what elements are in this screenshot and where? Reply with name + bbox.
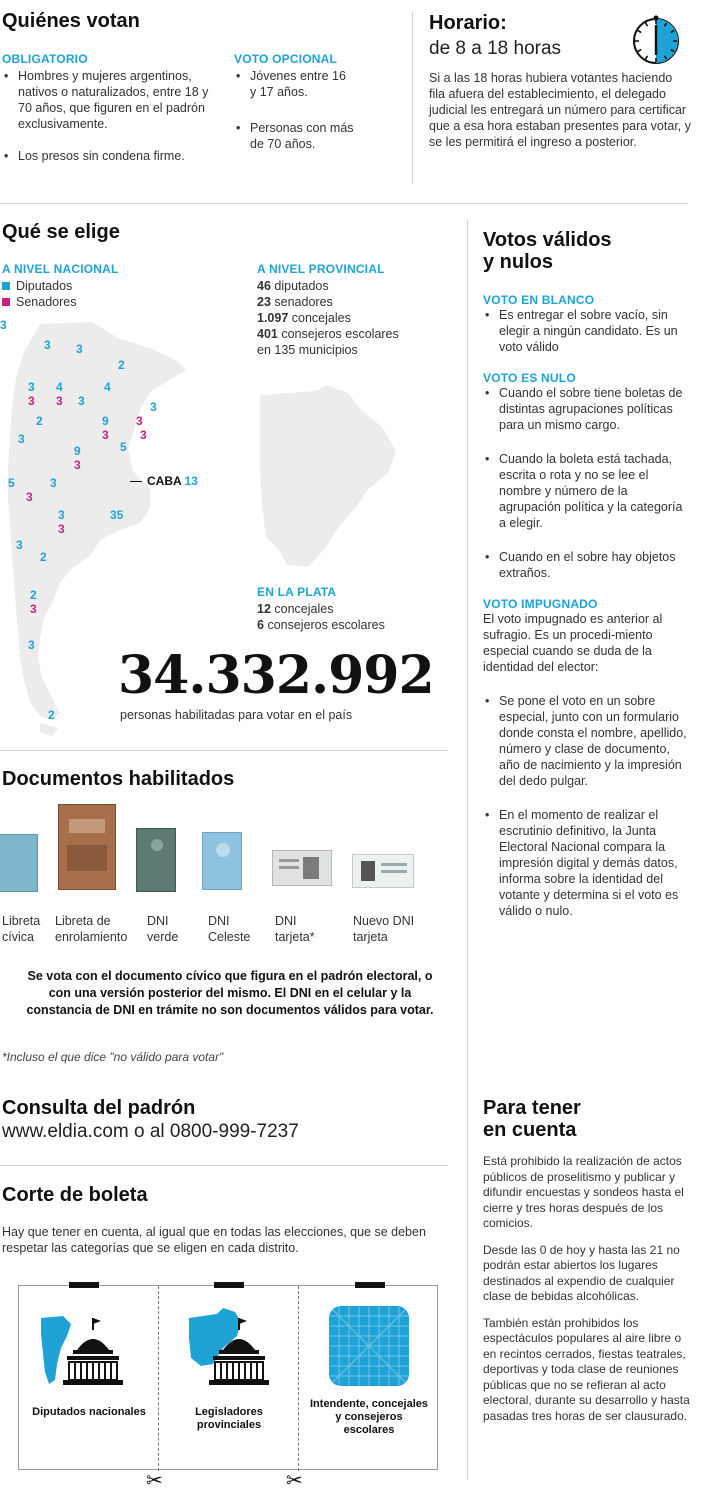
legislature-icon <box>179 1308 289 1394</box>
map-number: 3 <box>58 522 65 536</box>
map-number: 2 <box>40 550 47 564</box>
map-number: 3 <box>58 508 65 522</box>
laplata-label: EN LA PLATA <box>257 585 337 599</box>
map-number: 3 <box>28 394 35 408</box>
map-number: 2 <box>30 588 37 602</box>
map-number: 3 <box>140 428 147 442</box>
city-grid-icon <box>329 1306 409 1386</box>
legend-item-diputados: Diputados <box>2 278 76 294</box>
list-item: 23 senadores <box>257 295 333 309</box>
paragraph: Desde las 0 de hoy y hasta las 21 no podrán estar abiertos los lugares destinados al expendio de cualquier clase de bebidas alcohólicas. <box>483 1242 680 1303</box>
libreta-civica-image <box>0 834 38 892</box>
blanco-list <box>483 307 688 355</box>
map-number: 4 <box>104 380 111 394</box>
list-item: • Se pone el voto en un sobre especial, junto con un formulario donde consta el nombre, apellido, número y clase de documento, año de nacimiento y la impresión del dedo pulgar. <box>483 693 688 789</box>
map-number: 9 <box>102 414 109 428</box>
map-number: 4 <box>56 380 63 394</box>
documentos-footnote: *Incluso el que dice "no válido para votar" <box>2 1050 224 1064</box>
list-item: 46 diputados <box>257 279 329 293</box>
nacional-label: A NIVEL NACIONAL <box>2 262 119 276</box>
total-caption: personas habilitadas para votar en el país <box>120 708 353 722</box>
map-number: 5 <box>8 476 15 490</box>
map-number: 3 <box>18 432 25 446</box>
impugnado-text: El voto impugnado es anterior al sufragio. Es un procedi-miento especial cuando se duda de la identidad del elector: <box>483 612 663 674</box>
horario-title: Horario: <box>429 12 507 34</box>
map-number: 3 <box>76 342 83 356</box>
total-voters: 34.332.992 <box>118 645 434 706</box>
doc-label-dni-celeste: DNI Celeste <box>208 914 251 944</box>
caba-pointer <box>130 481 142 482</box>
map-number: 3 <box>150 400 157 414</box>
paragraph: Está prohibido la realización de actos públicos de proselitismo y publicar y difundir encuestas y sondeos hasta el cierre y tres horas después de los comicios. <box>483 1154 684 1230</box>
map-number: 3 <box>28 380 35 394</box>
list-item: 12 concejales <box>257 602 334 616</box>
map-number: 3 <box>30 602 37 616</box>
map-number: 3 <box>74 458 81 472</box>
dni-tarjeta-image <box>272 850 332 886</box>
dni-verde-image <box>136 828 176 892</box>
validos-section <box>483 293 688 931</box>
clock-icon <box>630 14 682 66</box>
provincial-label: A NIVEL PROVINCIAL <box>257 262 385 276</box>
caba-label: CABA 13 <box>147 474 198 488</box>
cut-line <box>298 1286 299 1471</box>
quienes-title: Quiénes votan <box>2 10 140 32</box>
doc-label-nuevo-dni: Nuevo DNI tarjeta <box>353 914 415 944</box>
elige-title: Qué se elige <box>2 221 120 243</box>
map-number: 3 <box>50 476 57 490</box>
legend-swatch <box>2 282 10 290</box>
horario-text: Si a las 18 horas hubiera votantes haciendo fila afuera del establecimiento, el delegado judicial les entregará un número para certificar que a esa hora estaban presentes para votar, y se les permitirá el ingreso a posterior. <box>429 71 691 149</box>
map-number: 3 <box>0 318 7 332</box>
legend <box>2 278 76 310</box>
map-number: 3 <box>56 394 63 408</box>
map-number: 5 <box>120 440 127 454</box>
libreta-enrolamiento-image <box>58 804 116 890</box>
nulo-label: VOTO ES NULO <box>483 371 576 385</box>
tener-title: Para tener en cuenta <box>483 1097 581 1142</box>
doc-label-dni-tarjeta: DNI tarjeta* <box>275 914 315 944</box>
list-item: • Hombres y mujeres argentinos, nativos o naturalizados, entre 18 y 70 años, que figuren en el padrón exclusivamente. <box>2 68 220 132</box>
list-item: • Cuando el sobre tiene boletas de distintas agrupaciones políticas para un mismo cargo. <box>483 385 688 433</box>
list-item: • Jóvenes entre 16 y 17 años. <box>234 68 354 100</box>
documentos-note: Se vota con el documento cívico que figura en el padrón electoral, o con una versión posterior del mismo. El DNI en el celular y la constancia de DNI en trámite no son documentos válidos para votar. <box>26 969 434 1017</box>
map-number: 2 <box>48 708 55 722</box>
list-item: 1.097 concejales <box>257 311 351 325</box>
list-item: • Los presos sin condena firme. <box>2 148 220 164</box>
ticket-label-intendente: Intendente, concejales y consejeros escolares <box>310 1398 428 1436</box>
map-number: 3 <box>26 490 33 504</box>
paragraph: También están prohibidos los espectáculos populares al aire libre o en recintos cerrados, fiestas teatrales, deportivas y toda clase de reuniones públicas que no se refieran al acto electoral, durante su desarrollo y hasta pasadas tres horas de ser clausurado. <box>483 1315 690 1423</box>
consulta-title: Consulta del padrón <box>2 1097 196 1119</box>
ticket-label-legisladores: Legisladores provinciales <box>195 1406 263 1431</box>
blanco-label: VOTO EN BLANCO <box>483 293 595 307</box>
validos-title: Votos válidos y nulos <box>483 229 612 274</box>
doc-label-libreta-enrolamiento: Libreta de enrolamiento <box>55 914 128 944</box>
list-item: 6 consejeros escolares <box>257 618 385 632</box>
consulta-contact[interactable]: www.eldia.com o al 0800-999-7237 <box>2 1121 299 1142</box>
map-number: 3 <box>16 538 23 552</box>
tener-section <box>483 1154 691 1435</box>
opcional-label: VOTO OPCIONAL <box>234 52 338 66</box>
scissors-icon: ✂ <box>286 1470 303 1492</box>
map-number: 3 <box>44 338 51 352</box>
ballot-diagram <box>18 1285 438 1470</box>
documentos-title: Documentos habilitados <box>2 768 235 790</box>
list-item: • Personas con más de 70 años. <box>234 120 354 152</box>
doc-label-dni-verde: DNI verde <box>147 914 179 944</box>
map-number: 2 <box>118 358 125 372</box>
map-number: 9 <box>74 444 81 458</box>
document-images <box>0 804 450 904</box>
map-number: 3 <box>102 428 109 442</box>
nuevo-dni-tarjeta-image <box>352 854 414 888</box>
legend-item-senadores: Senadores <box>2 294 76 310</box>
list-item: • Cuando en el sobre hay objetos extraños. <box>483 549 688 581</box>
legend-swatch <box>2 298 10 306</box>
congress-icon <box>37 1314 147 1394</box>
scissors-icon: ✂ <box>146 1470 163 1492</box>
laplata-list <box>257 601 385 633</box>
ticket-label-diputados: Diputados nacionales <box>32 1406 146 1418</box>
corte-title: Corte de boleta <box>2 1184 148 1206</box>
list-item: • En el momento de realizar el escrutinio definitivo, la Junta Electoral Nacional compara la impresión digital y demás datos, informa sobre la identidad del votante y determina si el voto es válido o nulo. <box>483 807 688 919</box>
opcional-list <box>234 68 354 164</box>
map-number: 35 <box>110 508 124 522</box>
list-item: en 135 municipios <box>257 343 358 357</box>
doc-label-libreta-civica: Libreta cívica <box>2 914 41 944</box>
obligatorio-label: OBLIGATORIO <box>2 52 88 66</box>
obligatorio-list <box>2 68 220 176</box>
map-number: 2 <box>36 414 43 428</box>
list-item: • Cuando la boleta está tachada, escrita o rota y no se lee el nombre y número de la agrupación política y la categoría a elegir. <box>483 451 688 531</box>
list-item: • Es entregar el sobre vacío, sin elegir a ningún candidato. Es un voto válido <box>483 307 688 355</box>
map-number: 3 <box>28 638 35 652</box>
nulo-list <box>483 385 688 581</box>
map-number: 3 <box>78 394 85 408</box>
ballot-tab <box>355 1282 385 1288</box>
ballot-tab <box>69 1282 99 1288</box>
ballot-tab <box>214 1282 244 1288</box>
horario-subtitle: de 8 a 18 horas <box>429 38 562 59</box>
impugnado-list <box>483 693 688 919</box>
impugnado-label: VOTO IMPUGNADO <box>483 597 598 611</box>
provincial-list <box>257 278 399 358</box>
dni-celeste-image <box>202 832 242 890</box>
buenos-aires-map <box>256 385 406 570</box>
list-item: 401 consejeros escolares <box>257 327 399 341</box>
map-number: 3 <box>136 414 143 428</box>
corte-text: Hay que tener en cuenta, al igual que en todas las elecciones, que se deben respetar las categorías que se eligen en cada distrito. <box>2 1225 426 1255</box>
cut-line <box>158 1286 159 1471</box>
